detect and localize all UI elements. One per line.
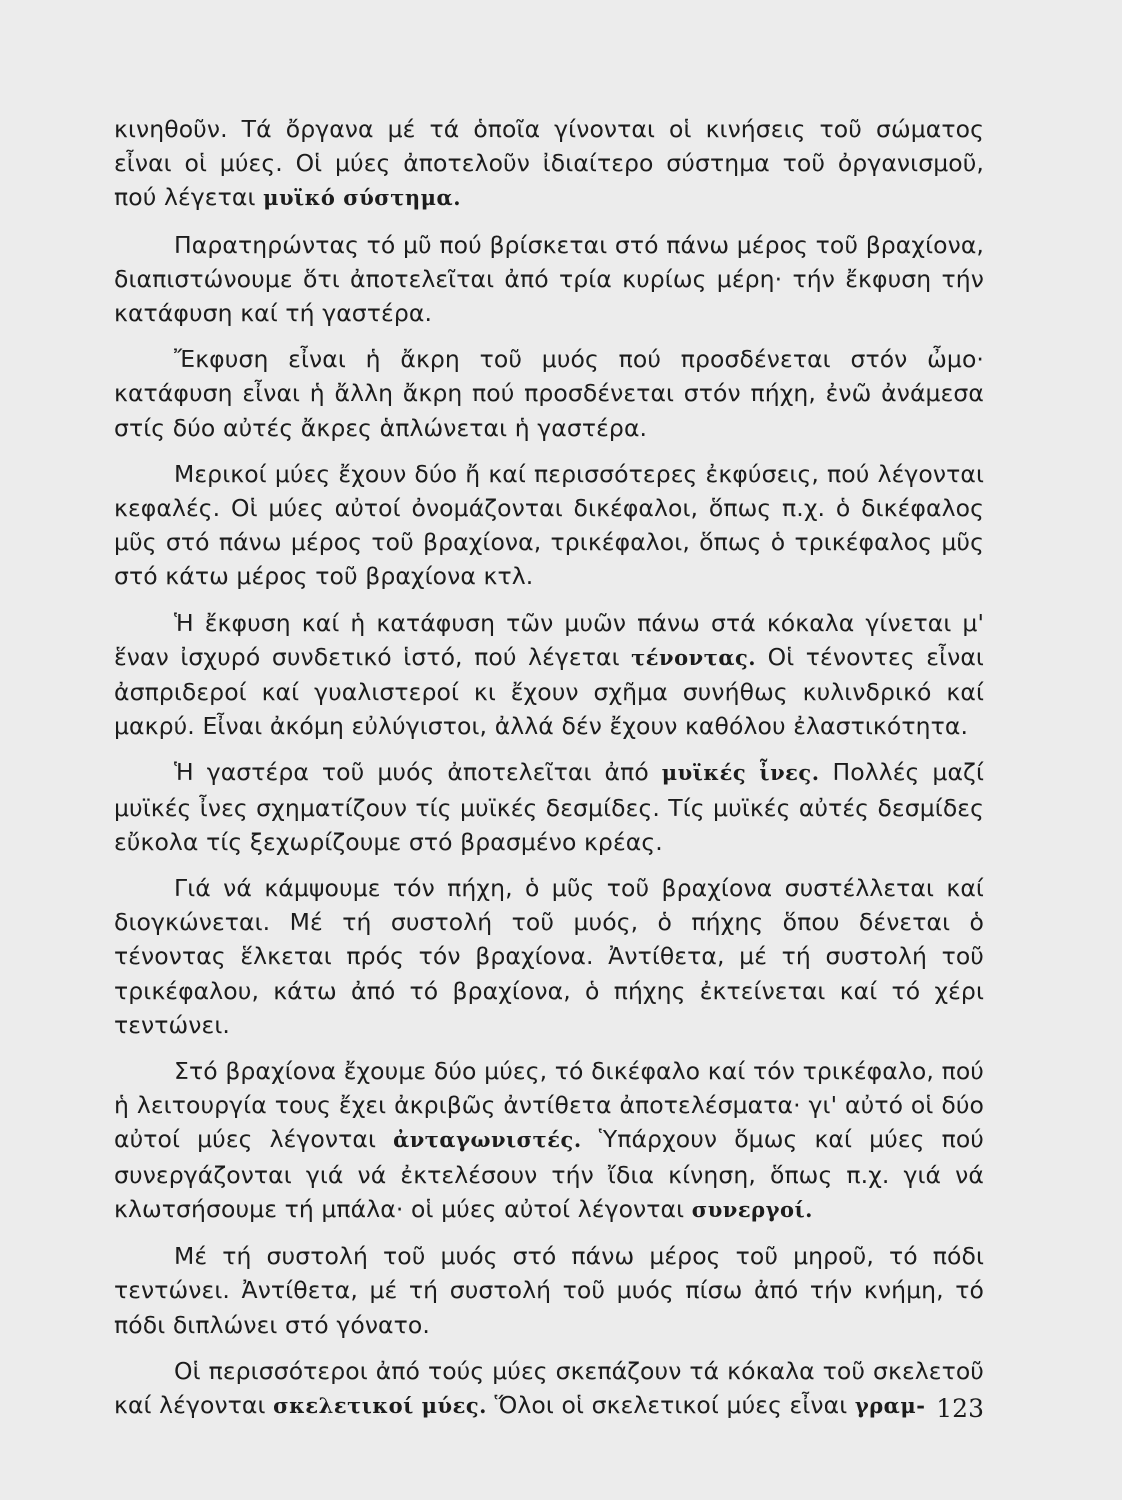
- text-run: Ἡ γαστέρα τοῦ μυός ἀποτελεῖται ἀπό: [174, 758, 662, 787]
- paragraph: [114, 112, 984, 216]
- bold-term: σκελετικοί μύες.: [273, 1392, 487, 1418]
- text-run: Παρατηρώντας τό μῦ πού βρίσκεται στό πάνω μέρος τοῦ βραχίονα, διαπιστώνουμε ὅτι ἀποτελεῖται ἀπό τρία κυρίως μέρη· τήν ἔκφυση τήν κατάφυση καί τή γαστέρα.: [114, 230, 984, 328]
- bold-term: συνεργοί.: [691, 1196, 813, 1222]
- paragraph: [114, 1054, 984, 1227]
- text-run: Στό βραχίονα ἔχουμε δύο μύες, τό δικέφαλο καί τόν τρικέφαλο, πού ἡ λειτουργία τους ἔχει ἀκριβῶς ἀντίθετα ἀποτελέσματα· γι' αὐτό οἱ δύο αὐτοί μύες λέγονται: [114, 1057, 984, 1154]
- text-run: Ἡ ἔκφυση καί ἡ κατάφυση τῶν μυῶν πάνω στά κόκαλα γίνεται μ' ἕναν ἰσχυρό συνδετικό ἱστό, πού λέγεται: [114, 608, 984, 671]
- paragraph: [114, 457, 984, 594]
- text-run: Οἱ περισσότεροι ἀπό τούς μύες σκεπάζουν τά κόκαλα τοῦ σκελετοῦ καί λέγονται: [114, 1356, 984, 1419]
- paragraph: [114, 228, 984, 331]
- text-run: Πολλές μαζί μυϊκές ἶνες σχηματίζουν τίς μυϊκές δεσμίδες. Τίς μυϊκές αὐτές δεσμίδες εὔκολα τίς ξεχωρίζουμε στό βρασμένο κρέας.: [114, 758, 984, 856]
- page-number: 123: [936, 1394, 984, 1423]
- bold-term: μυϊκές ἶνες.: [661, 760, 820, 786]
- text-run: Ὅλοι οἱ σκελετικοί μύες εἶναι: [486, 1390, 855, 1419]
- text-run: Μέ τή συστολή τοῦ μυός στό πάνω μέρος τοῦ μηροῦ, τό πόδι τεντώνει. Ἀντίθετα, μέ τή συστολή τοῦ μυός πίσω ἀπό τήν κνήμη, τό πόδι διπλώνει στό γόνατο.: [114, 1242, 984, 1339]
- paragraph: [114, 755, 984, 859]
- bold-term: ἀνταγωνιστές.: [393, 1127, 582, 1153]
- text-run: Ἔκφυση εἶναι ἡ ἄκρη τοῦ μυός πού προσδένεται στόν ὦμο· κατάφυση εἶναι ἡ ἄλλη ἄκρη πού προσδένεται στόν πήχη, ἐνῶ ἀνάμεσα στίς δύο αὐτές ἄκρες ἁπλώνεται ἡ γαστέρα.: [114, 345, 984, 442]
- bold-term: τένοντας.: [631, 644, 757, 670]
- bold-term: μυϊκό σύστημα.: [263, 185, 462, 211]
- paragraph: [114, 1354, 984, 1423]
- text-run: Γιά νά κάμψουμε τόν πήχη, ὁ μῦς τοῦ βραχίονα συστέλλεται καί διογκώνεται. Μέ τή συστολή τοῦ μυός, ὁ πήχης ὅπου δένεται ὁ τένοντας ἕλκεται πρός τόν βραχίονα. Ἀντίθετα, μέ τή συστολή τοῦ τρικέφαλου, κάτω ἀπό τό βραχίονα, ὁ πήχης ἐκτείνεται καί τό χέρι τεντώνει.: [114, 874, 984, 1039]
- text-run: Ὑπάρχουν ὅμως καί μύες πού συνεργάζονται γιά νά ἐκτελέσουν τήν ἴδια κίνηση, ὅπως π.χ. γιά νά κλωτσήσουμε τή μπάλα· οἱ μύες αὐτοί λέγονται: [114, 1125, 984, 1223]
- paragraph: [114, 1239, 984, 1342]
- bold-term: γραμ-: [854, 1392, 926, 1418]
- body-text: [114, 112, 984, 1435]
- text-run: κινηθοῦν. Τά ὄργανα μέ τά ὁποῖα γίνονται οἱ κινήσεις τοῦ σώματος εἶναι οἱ μύες. Οἱ μύες ἀποτελοῦν ἰδιαίτερο σύστημα τοῦ ὀργανισμοῦ, πού λέγεται: [114, 115, 984, 212]
- paragraph: [114, 606, 984, 744]
- paragraph: [114, 342, 984, 445]
- paragraph: [114, 871, 984, 1042]
- text-run: Μερικοί μύες ἔχουν δύο ἤ καί περισσότερες ἐκφύσεις, πού λέγονται κεφαλές. Οἱ μύες αὐτοί ὀνομάζονται δικέφαλοι, ὅπως π.χ. ὁ δικέφαλος μῦς στό πάνω μέρος τοῦ βραχίονα, τρικέφαλοι, ὅπως ὁ τρικέφαλος μῦς στό κάτω μέρος τοῦ βραχίονα κτλ.: [114, 459, 984, 591]
- text-run: Οἱ τένοντες εἶναι ἀσπριδεροί καί γυαλιστεροί κι ἔχουν σχῆμα συνήθως κυλινδρικό καί μακρύ. Εἶναι ἀκόμη εὐλύγιστοι, ἀλλά δέν ἔχουν καθόλου ἐλαστικότητα.: [114, 642, 984, 741]
